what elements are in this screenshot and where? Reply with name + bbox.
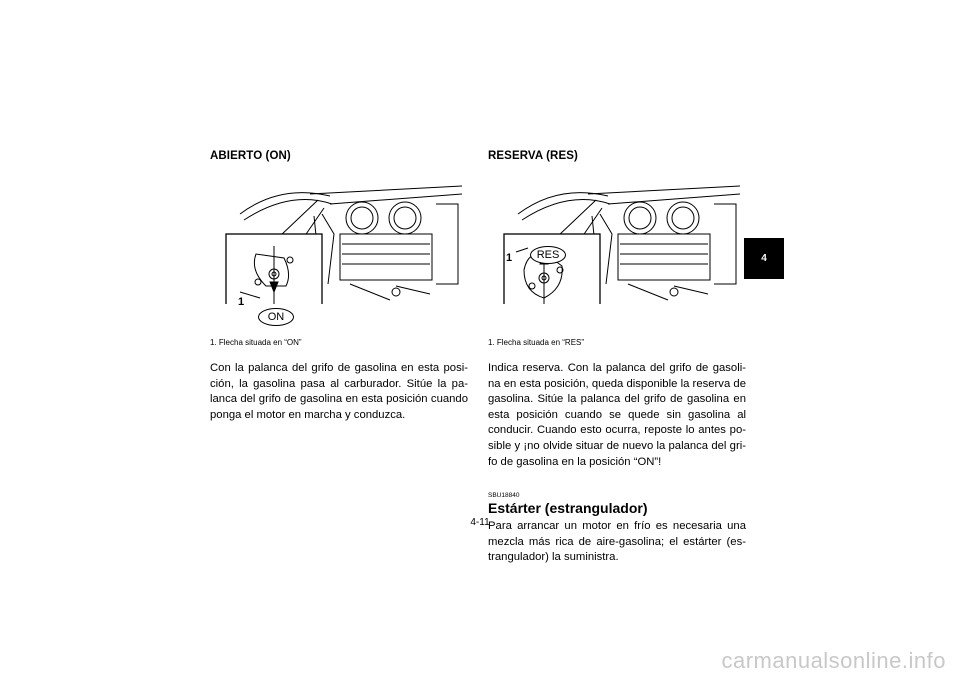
- right-caption: 1. Flecha situada en “RES”: [488, 338, 585, 347]
- left-body: Con la palanca del grifo de gasolina en esta posi-ción, la gasolina pasa al carburador. Sitúe la pa-lanca del grifo de gasolina en esta posición cuando ponga el motor en marcha y conduzca.: [210, 362, 468, 421]
- section-title: Estárter (estrangulador): [488, 500, 648, 517]
- left-figure: [210, 174, 462, 323]
- left-column: [210, 150, 468, 423]
- section-body: Para arrancar un motor en frío es necesaria una mezcla más rica de aire-gasolina; el estárter (es-trangulador) la suministra.: [488, 520, 746, 564]
- section-code: SBU18840: [488, 492, 520, 500]
- watermark-link[interactable]: carmanualsonline.info: [721, 648, 946, 673]
- fuel-cock-on-illustration: [210, 174, 462, 304]
- right-heading: RESERVA (RES): [488, 150, 578, 162]
- right-column: [488, 150, 746, 566]
- right-body: Indica reserva. Con la palanca del grifo de gasoli-na en esta posición, queda disponible la reserva de gasolina. Sitúe la palanca del grifo de gasolina en esta posición cuando se quede sin gasolina al conducir. Cuando esto ocurra, reposte lo antes po-sible y ¡no olvide situar de nuevo la palanca del gri-fo de gasolina en la posición “ON”!: [488, 362, 746, 468]
- left-callout-number: 1: [238, 296, 245, 308]
- left-caption: 1. Flecha situada en “ON”: [210, 338, 302, 347]
- fuel-cock-res-illustration: [488, 174, 740, 304]
- right-callout-number: 1: [506, 252, 513, 264]
- right-figure: [488, 174, 740, 304]
- page-number: 4-11: [470, 517, 490, 528]
- chapter-tab: 4: [744, 238, 784, 279]
- right-callout-label: RES: [530, 246, 566, 264]
- left-heading: ABIERTO (ON): [210, 150, 291, 162]
- left-callout-label: ON: [258, 308, 294, 326]
